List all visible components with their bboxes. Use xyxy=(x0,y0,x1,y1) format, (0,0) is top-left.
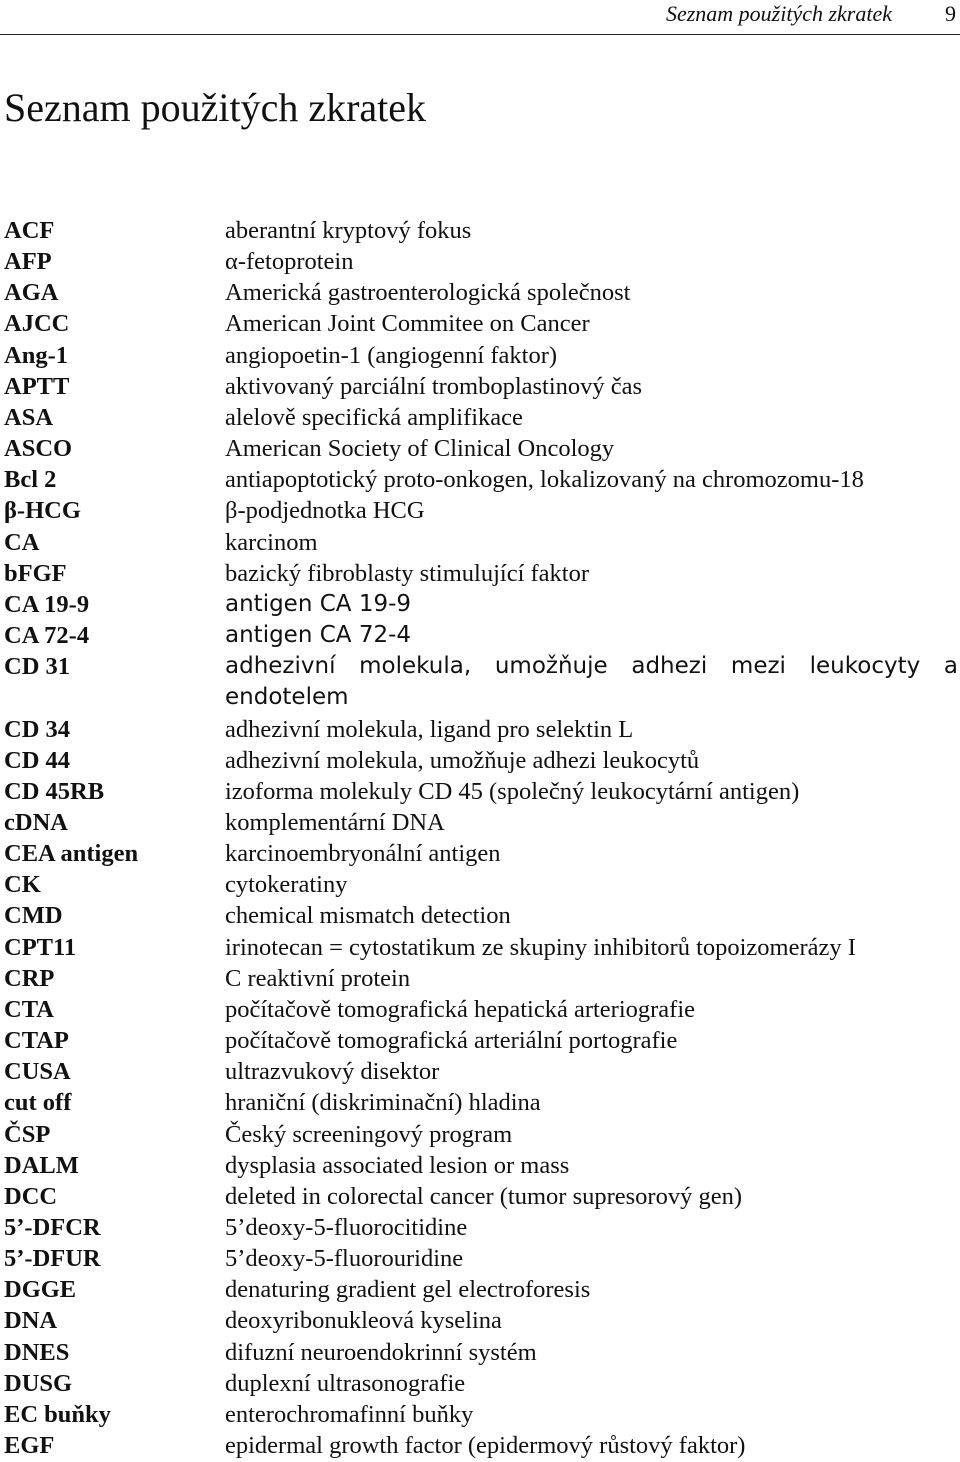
abbreviation-row xyxy=(4,558,958,589)
abbreviation-definition: adhezivní molekula, umožňuje adhezi mezi leukocyty a endotelem xyxy=(225,653,958,711)
abbreviation-term: CMD xyxy=(4,902,63,930)
abbreviation-definition: duplexní ultrasonografie xyxy=(225,1369,466,1397)
abbreviation-row xyxy=(4,1274,958,1305)
abbreviation-definition: dysplasia associated lesion or mass xyxy=(225,1151,570,1179)
abbreviation-definition: American Society of Clinical Oncology xyxy=(225,435,615,463)
abbreviation-row xyxy=(4,963,958,994)
running-header xyxy=(0,0,960,35)
abbreviation-term: 5’-DFUR xyxy=(4,1245,101,1273)
abbreviation-row xyxy=(4,1150,958,1181)
abbreviation-term: cDNA xyxy=(4,808,68,836)
abbreviation-definition: antigen CA 19-9 xyxy=(225,590,412,617)
abbreviation-definition: Americká gastroenterologická společnost xyxy=(225,279,631,307)
abbreviation-row xyxy=(4,527,958,558)
abbreviation-row xyxy=(4,464,958,495)
abbreviation-term: CUSA xyxy=(4,1058,71,1086)
abbreviation-term: β-HCG xyxy=(4,497,81,525)
abbreviation-row xyxy=(4,246,958,277)
abbreviation-term: APTT xyxy=(4,372,70,400)
abbreviation-term: EC buňky xyxy=(4,1400,111,1428)
abbreviation-row xyxy=(4,1399,958,1430)
abbreviation-term: DUSG xyxy=(4,1369,73,1397)
abbreviation-row xyxy=(4,869,958,900)
abbreviation-definition: enterochromafinní buňky xyxy=(225,1400,474,1428)
abbreviation-term: 5’-DFCR xyxy=(4,1214,101,1241)
abbreviation-row xyxy=(4,1368,958,1399)
abbreviation-definition: adhezivní molekula, umožňuje adhezi leukocytů xyxy=(225,746,700,774)
abbreviation-term: bFGF xyxy=(4,559,67,587)
abbreviation-definition: α-fetoprotein xyxy=(225,248,354,276)
abbreviation-term: CEA antigen xyxy=(4,840,139,868)
page-title: Seznam použitých zkratek xyxy=(4,85,427,130)
abbreviation-row xyxy=(4,371,958,402)
abbreviation-term: CTAP xyxy=(4,1027,69,1055)
abbreviation-term: cut off xyxy=(4,1089,72,1117)
abbreviation-term: CTA xyxy=(4,995,54,1023)
abbreviation-term: DGGE xyxy=(4,1276,77,1304)
abbreviation-definition: 5’deoxy-5-fluorocitidine xyxy=(225,1214,468,1241)
abbreviation-term: ČSP xyxy=(4,1120,51,1148)
abbreviation-definition: antiapoptotický proto-onkogen, lokalizovaný na chromozomu-18 xyxy=(225,466,864,494)
abbreviation-row xyxy=(4,589,958,620)
abbreviation-term: CD 45RB xyxy=(4,777,105,805)
abbreviation-term: DNA xyxy=(4,1307,58,1335)
abbreviation-term: DCC xyxy=(4,1182,58,1210)
abbreviation-definition: Český screeningový program xyxy=(225,1120,513,1148)
abbreviation-row xyxy=(4,495,958,526)
abbreviation-term: DALM xyxy=(4,1151,79,1179)
abbreviation-term: CD 34 xyxy=(4,715,71,743)
abbreviation-definition: American Joint Commitee on Cancer xyxy=(225,310,590,338)
abbreviation-definition: deleted in colorectal cancer (tumor supresorový gen) xyxy=(225,1182,743,1210)
abbreviation-definition: denaturing gradient gel electroforesis xyxy=(225,1276,591,1304)
abbreviation-definition: C reaktivní protein xyxy=(225,964,411,992)
abbreviation-term: AJCC xyxy=(4,310,70,338)
abbreviation-definition: bazický fibroblasty stimulující faktor xyxy=(225,559,590,587)
abbreviation-definition: β-podjednotka HCG xyxy=(225,497,425,525)
abbreviation-row xyxy=(4,714,958,745)
abbreviation-row xyxy=(4,1337,958,1368)
abbreviation-row xyxy=(4,651,958,713)
abbreviation-row xyxy=(4,1087,958,1118)
abbreviation-row xyxy=(4,215,958,246)
abbreviation-definition: aktivovaný parciální tromboplastinový čas xyxy=(225,372,643,400)
abbreviation-definition: adhezivní molekula, ligand pro selektin L xyxy=(225,715,634,743)
abbreviation-term: AGA xyxy=(4,279,59,307)
abbreviation-term: CRP xyxy=(4,964,55,992)
abbreviation-definition: izoforma molekuly CD 45 (společný leukocytární antigen) xyxy=(225,777,800,805)
abbreviation-row xyxy=(4,402,958,433)
abbreviation-definition: angiopoetin-1 (angiogenní faktor) xyxy=(225,341,558,369)
abbreviation-term: Bcl 2 xyxy=(4,466,57,494)
abbreviation-term: CD 31 xyxy=(4,653,71,681)
abbreviation-row xyxy=(4,1243,958,1274)
abbreviation-definition: komplementární DNA xyxy=(225,808,445,836)
abbreviation-term: AFP xyxy=(4,248,52,276)
abbreviation-term: CA xyxy=(4,528,40,556)
abbreviation-definition: ultrazvukový disektor xyxy=(225,1058,440,1086)
abbreviation-row xyxy=(4,277,958,308)
abbreviation-row xyxy=(4,1305,958,1336)
abbreviation-row xyxy=(4,1025,958,1056)
abbreviation-definition: deoxyribonukleová kyselina xyxy=(225,1307,502,1335)
abbreviation-row xyxy=(4,838,958,869)
abbreviation-term: ACF xyxy=(4,217,55,244)
abbreviation-row xyxy=(4,1181,958,1212)
abbreviation-row xyxy=(4,994,958,1025)
abbreviation-definition: počítačově tomografická arteriální portografie xyxy=(225,1027,678,1055)
abbreviation-term: Ang-1 xyxy=(4,341,68,369)
abbreviation-definition: 5’deoxy-5-fluorouridine xyxy=(225,1245,464,1273)
abbreviation-term: CA 19-9 xyxy=(4,590,90,618)
abbreviation-row xyxy=(4,1212,958,1243)
abbreviation-term: ASA xyxy=(4,403,54,431)
abbreviation-row xyxy=(4,433,958,464)
running-title: Seznam použitých zkratek xyxy=(665,1,892,26)
abbreviation-definition: aberantní kryptový fokus xyxy=(225,217,472,244)
abbreviation-term: ASCO xyxy=(4,435,73,463)
abbreviation-row xyxy=(4,1119,958,1150)
abbreviation-definition: antigen CA 72-4 xyxy=(225,622,412,649)
page-number: 9 xyxy=(945,1,956,26)
abbreviation-definition: epidermal growth factor (epidermový růstový faktor) xyxy=(225,1432,746,1460)
abbreviation-row xyxy=(4,340,958,371)
abbreviation-definition: irinotecan = cytostatikum ze skupiny inhibitorů topoizomerázy I xyxy=(225,933,856,961)
abbreviation-definition: alelově specifická amplifikace xyxy=(225,403,523,431)
abbreviation-definition: počítačově tomografická hepatická arteriografie xyxy=(225,995,696,1023)
abbreviation-row xyxy=(4,807,958,838)
abbreviation-term: DNES xyxy=(4,1338,70,1366)
abbreviation-definition: difuzní neuroendokrinní systém xyxy=(225,1338,537,1366)
abbreviation-term: CPT11 xyxy=(4,933,77,961)
abbreviation-definition: chemical mismatch detection xyxy=(225,902,511,930)
abbreviation-definition: hraniční (diskriminační) hladina xyxy=(225,1089,541,1117)
abbreviation-row xyxy=(4,308,958,339)
abbreviation-row xyxy=(4,620,958,651)
abbreviation-row xyxy=(4,1430,958,1461)
abbreviation-definition: karcinoembryonální antigen xyxy=(225,840,501,868)
abbreviation-term: CK xyxy=(4,871,41,899)
abbreviation-term: EGF xyxy=(4,1432,55,1460)
abbreviation-row xyxy=(4,745,958,776)
abbreviation-row xyxy=(4,932,958,963)
abbreviation-term: CD 44 xyxy=(4,746,71,774)
abbreviation-list xyxy=(4,215,958,1461)
abbreviation-row xyxy=(4,900,958,931)
abbreviation-row xyxy=(4,776,958,807)
abbreviation-term: CA 72-4 xyxy=(4,622,90,650)
abbreviation-row xyxy=(4,1056,958,1087)
abbreviation-definition: cytokeratiny xyxy=(225,871,348,899)
abbreviation-definition: karcinom xyxy=(225,528,318,556)
